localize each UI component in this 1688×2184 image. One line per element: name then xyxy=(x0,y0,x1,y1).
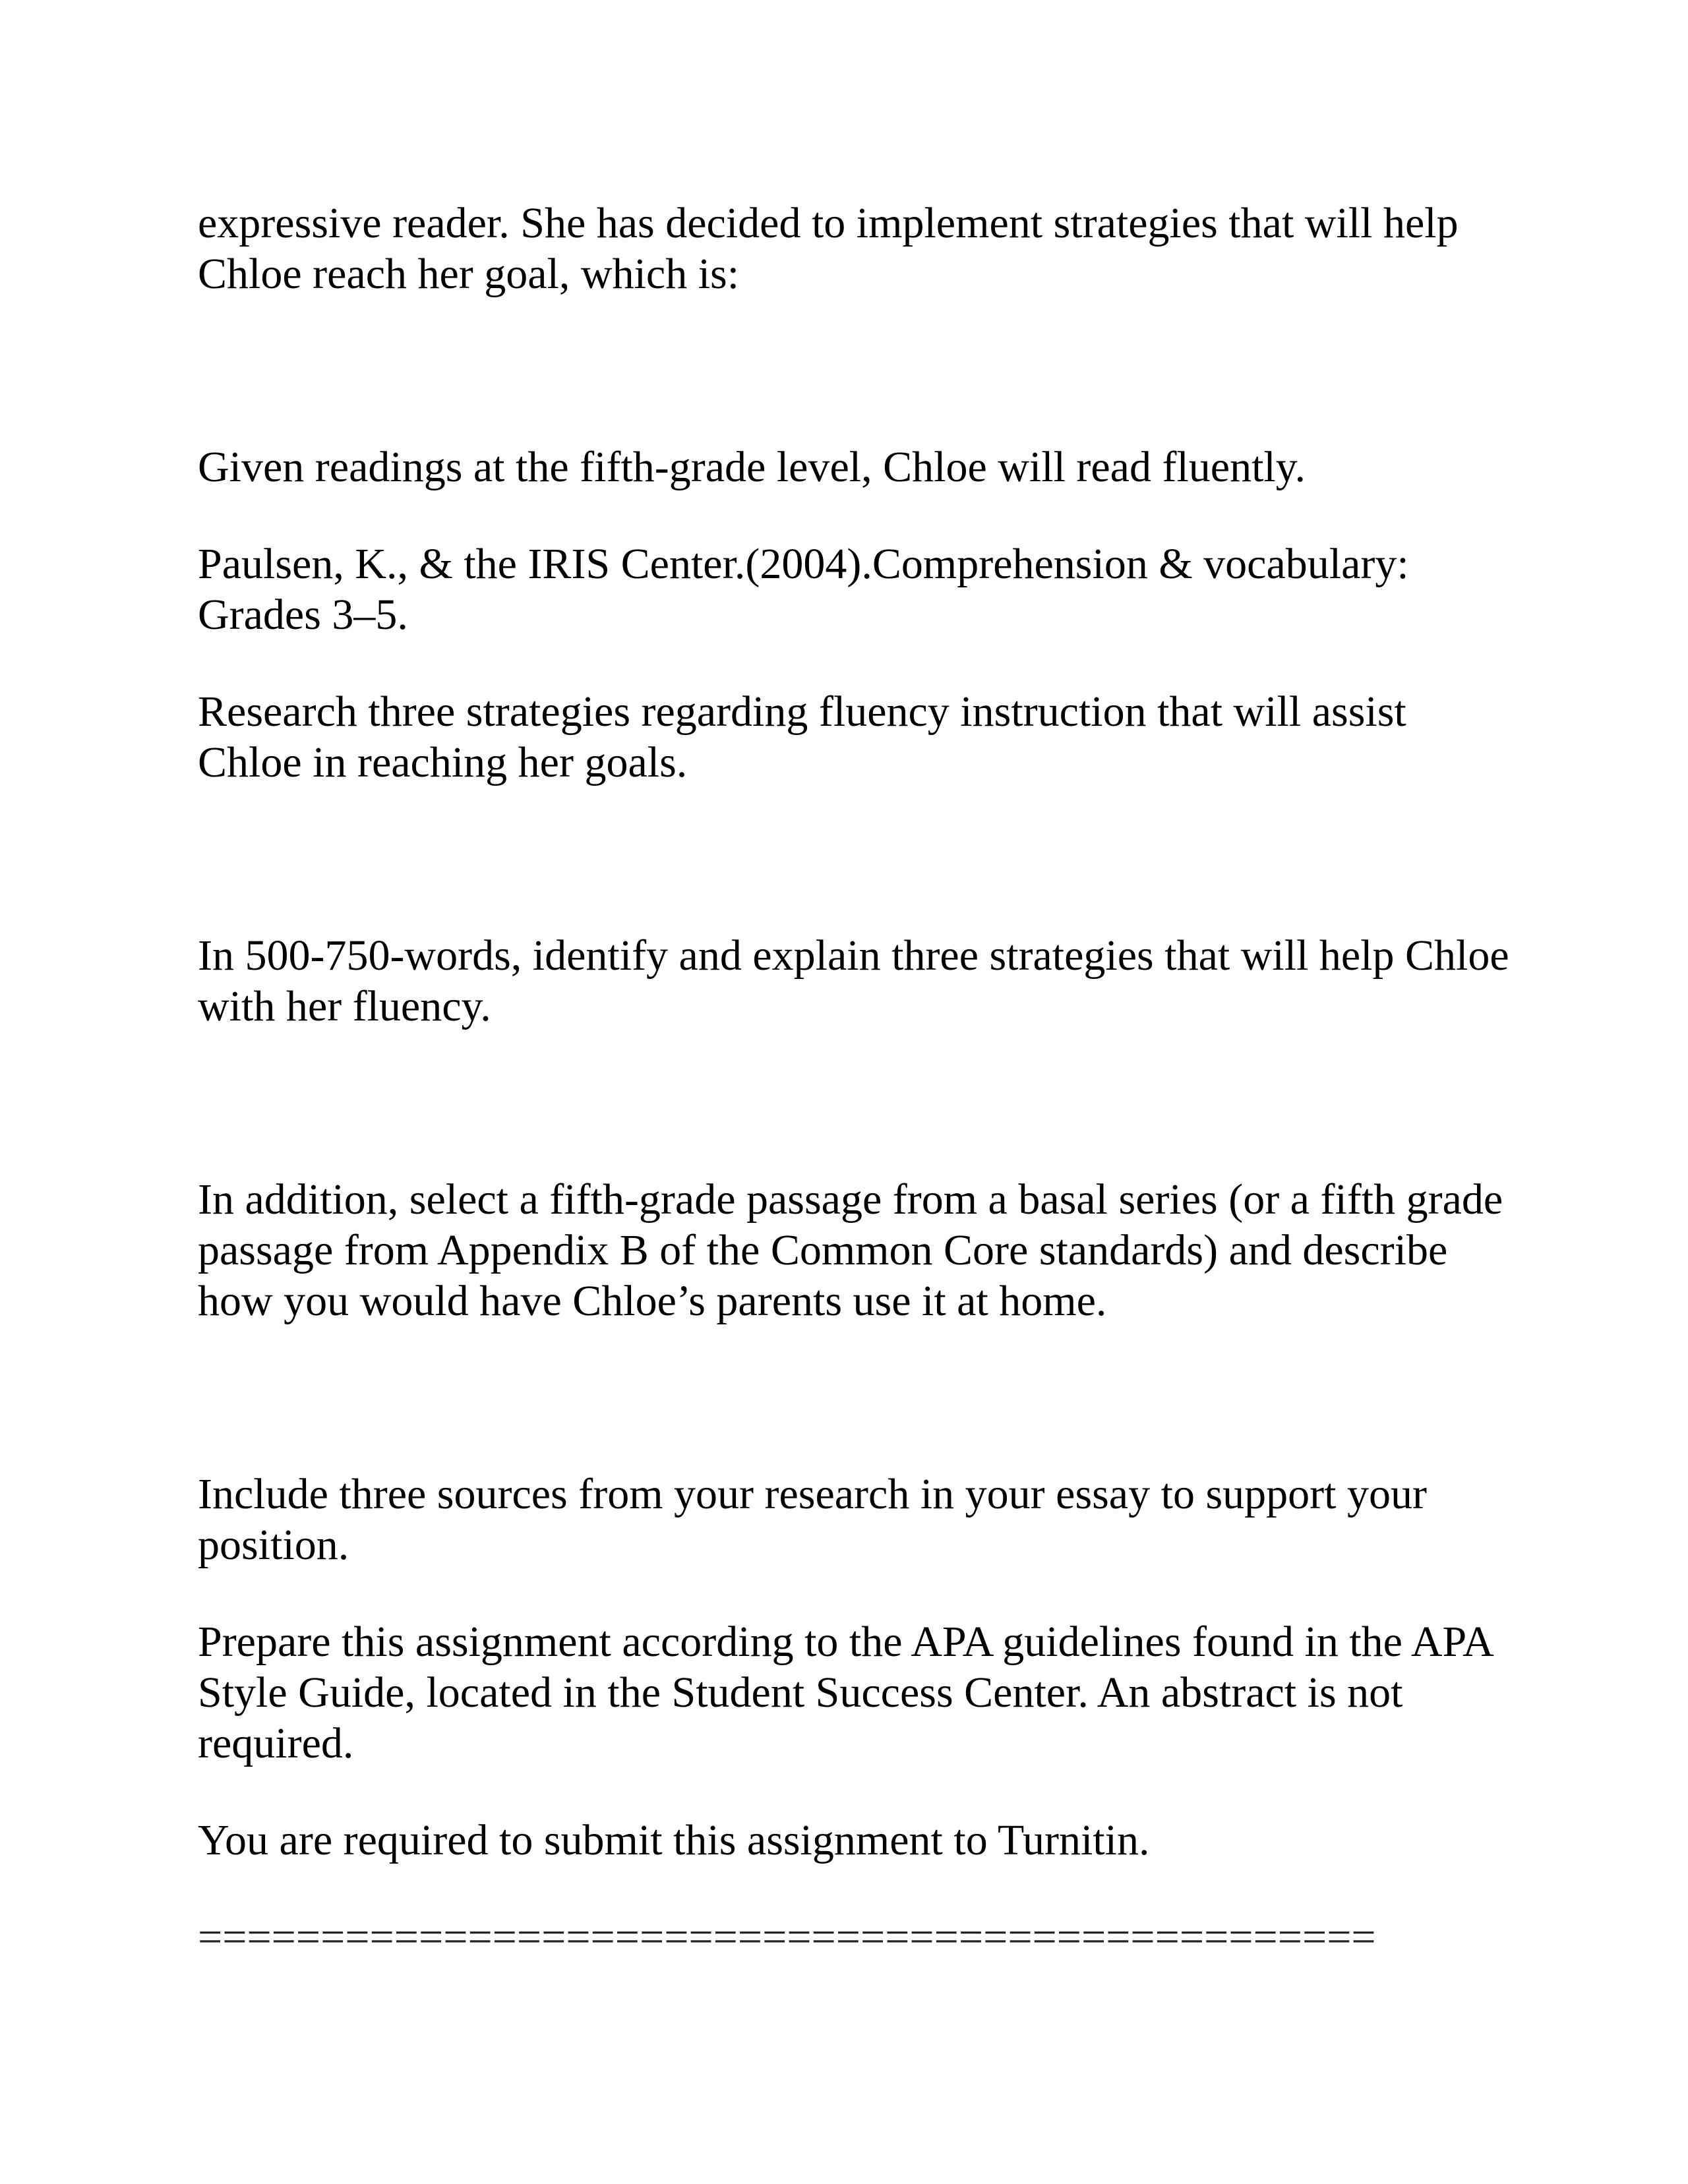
spacer xyxy=(198,1866,1510,1912)
intro-paragraph: expressive reader. She has decided to implement strategies that will help Chloe reach her goal, which is: xyxy=(198,199,1459,298)
spacer xyxy=(198,788,1510,930)
separator-line: ================================================ xyxy=(198,1913,1376,1961)
spacer xyxy=(198,640,1510,686)
sources-instruction: Include three sources from your research in your essay to support your position. xyxy=(198,1470,1427,1569)
spacer xyxy=(198,299,1510,442)
spacer xyxy=(198,1570,1510,1616)
spacer xyxy=(198,1769,1510,1815)
reference-citation: Paulsen, K., & the IRIS Center.(2004).Comprehension & vocabulary: Grades 3–5. xyxy=(198,540,1409,639)
apa-instruction: Prepare this assignment according to the APA guidelines found in the APA Style Guide, located in the Student Success Center. An abstract is not required. xyxy=(198,1618,1492,1767)
research-instruction: Research three strategies regarding fluency instruction that will assist Chloe in reaching her goals. xyxy=(198,688,1406,786)
submission-instruction: You are required to submit this assignment to Turnitin. xyxy=(198,1816,1150,1864)
word-count-instruction: In 500-750-words, identify and explain three strategies that will help Chloe with her fluency. xyxy=(198,931,1509,1030)
spacer xyxy=(198,1326,1510,1469)
spacer xyxy=(198,1032,1510,1174)
passage-instruction: In addition, select a fifth-grade passage from a basal series (or a fifth grade passage from Appendix B of the Common Core standards) and describe how you would have Chloe’s parents use it at home. xyxy=(198,1175,1503,1325)
spacer xyxy=(198,492,1510,539)
document-body xyxy=(198,198,1510,1963)
goal-statement: Given readings at the fifth-grade level, Chloe will read fluently. xyxy=(198,443,1306,491)
